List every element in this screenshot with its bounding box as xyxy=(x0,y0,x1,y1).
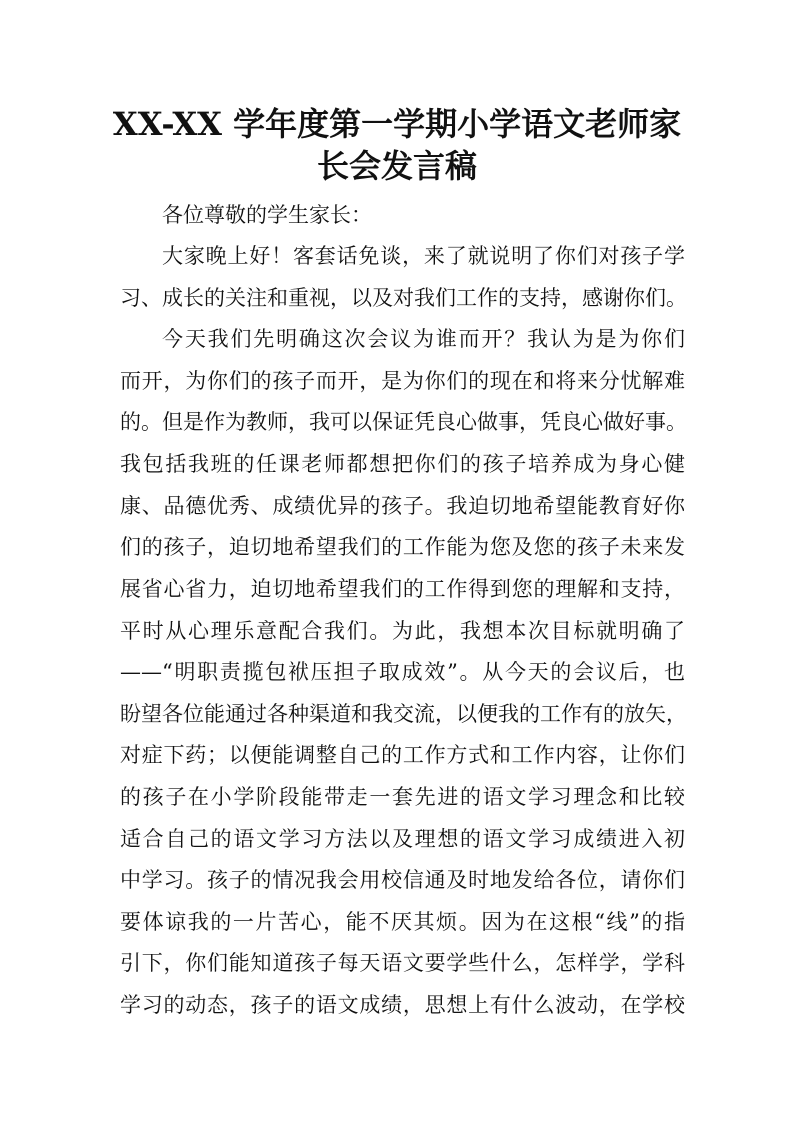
document-title-line-1: XX-XX 学年度第一学期小学语文老师家 xyxy=(112,105,682,143)
body-text-line: 的。但是作为教师，我可以保证凭良心做事，凭良心做好事。 xyxy=(120,410,687,434)
body-text-line: 的孩子在小学阶段能带走一套先进的语文学习理念和比较 xyxy=(120,785,685,809)
body-text-line: 今天我们先明确这次会议为谁而开？我认为是为你们 xyxy=(162,327,685,351)
body-text-line: 盼望各位能通过各种渠道和我交流，以便我的工作有的放矢， xyxy=(120,702,687,726)
body-text-line: 习、成长的关注和重视，以及对我们工作的支持，感谢你们。 xyxy=(120,286,687,310)
salutation: 各位尊敬的学生家长： xyxy=(162,203,372,227)
body-text-line: 引下，你们能知道孩子每天语文要学些什么，怎样学，学科 xyxy=(120,951,685,975)
body-text-line: 要体谅我的一片苦心，能不厌其烦。因为在这根“线”的指 xyxy=(120,910,685,934)
body-text-line: 康、品德优秀、成绩优异的孩子。我迫切地希望能教育好你 xyxy=(120,494,685,518)
body-text-line: 们的孩子，迫切地希望我们的工作能为您及您的孩子未来发 xyxy=(120,535,685,559)
body-text-line: 大家晚上好！客套话免谈，来了就说明了你们对孩子学 xyxy=(162,244,685,268)
body-text-line: 适合自己的语文学习方法以及理想的语文学习成绩进入初 xyxy=(120,827,685,851)
body-text-line: 我包括我班的任课老师都想把你们的孩子培养成为身心健 xyxy=(120,452,685,476)
body-text-line: 中学习。孩子的情况我会用校信通及时地发给各位，请你们 xyxy=(120,868,685,892)
body-text-line: 平时从心理乐意配合我们。为此，我想本次目标就明确了 xyxy=(120,619,685,643)
body-text-line: 对症下药；以便能调整自己的工作方式和工作内容，让你们 xyxy=(120,743,685,767)
body-text-line: 展省心省力，迫切地希望我们的工作得到您的理解和支持， xyxy=(120,577,685,601)
body-text-line: 而开，为你们的孩子而开，是为你们的现在和将来分忧解难 xyxy=(120,369,685,393)
body-text-line: ——“明职责揽包袱压担子取成效”。从今天的会议后，也 xyxy=(120,660,685,684)
document-title-line-2: 长会发言稿 xyxy=(316,147,477,185)
body-text-line: 学习的动态，孩子的语文成绩，思想上有什么波动，在学校 xyxy=(120,993,685,1017)
